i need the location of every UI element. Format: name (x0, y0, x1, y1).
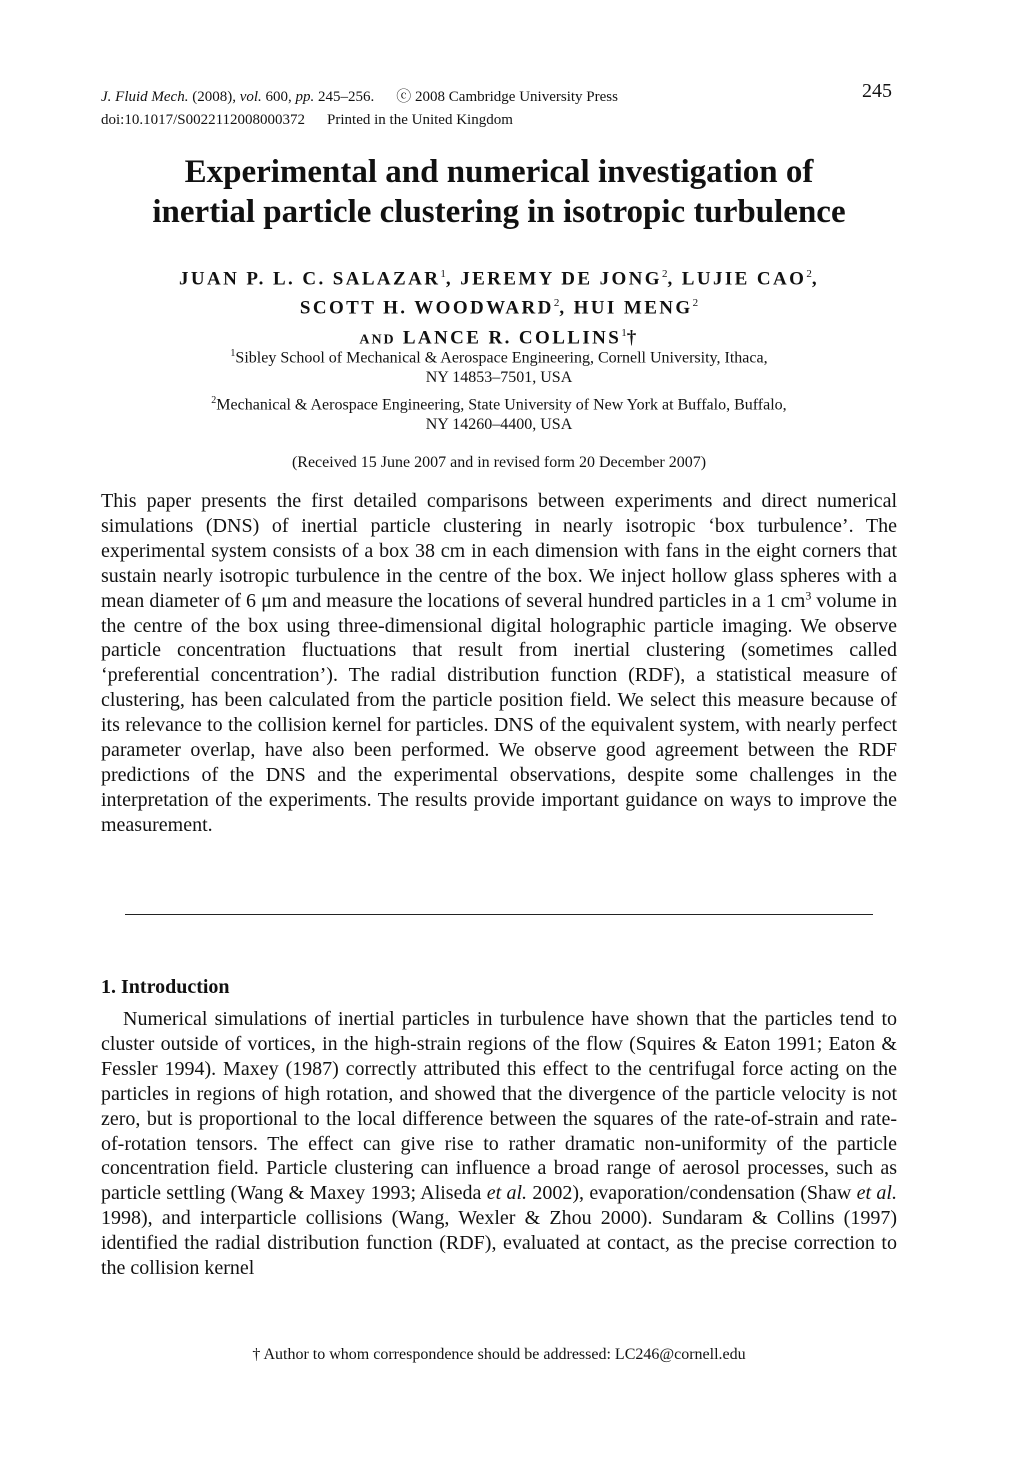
received-dates: (Received 15 June 2007 and in revised form 20 December 2007) (291, 454, 707, 471)
intro-text-1: Numerical simulations of inertial particles in turbulence have shown that the particles tend to cluster outside of vortices, in the high-strain regions of the flow (Squires & Eaton 1991; Eaton & Fessler 1994). Maxey (1987) correctly attributed this effect to the centrifugal force acting on the particles in regions of high rotation, and showed that the divergence of the particle velocity is not zero, but is proportional to the local difference between the squares of the rate-of-strain and rate-of-rotation tensors. The effect can give rise to rather dramatic non-uniformity of the particle concentration field. Particle clustering can influence a broad range of aerosol processes, such as particle settling (Wang & Maxey 1993; Aliseda (101, 1008, 897, 1205)
copyright-notice: ⓒ 2008 Cambridge University Press (396, 89, 618, 105)
corresponding-dagger: † (626, 326, 639, 348)
et-al-italic: et al. (856, 1182, 897, 1205)
pages-label: pp. (295, 89, 315, 105)
affiliation-1-line-1: Sibley School of Mechanical & Aerospace Engineering, Cornell University, Ithaca, (235, 349, 768, 367)
author-salazar: JUAN P. L. C. SALAZAR (179, 268, 441, 290)
intro-text-3: 1998), and interparticle collisions (Wang, Wexler & Zhou 2000). Sundaram & Collins (1997) identified the radial distribution function (RDF), evaluated at contact, as the precise correction to the collision kernel (101, 1207, 897, 1280)
superscript-3: 3 (805, 587, 812, 602)
volume-number: 600, (265, 89, 292, 105)
author-affiliation-mark: 2 (661, 268, 668, 280)
correspondence-footnote: † Author to whom correspondence should be addressed: LC246@cornell.edu (252, 1346, 746, 1363)
affiliation-mark: 1 (230, 348, 236, 359)
doi-line (101, 109, 901, 132)
affiliation-1 (60, 344, 938, 388)
section-heading: 1. Introduction (101, 976, 230, 998)
section-divider (125, 914, 873, 915)
author-cao: LUJIE CAO (681, 268, 807, 290)
author-and: AND (359, 331, 396, 347)
author-affiliation-mark: 1 (440, 268, 446, 280)
introduction-paragraph (101, 1007, 897, 1281)
journal-name: J. Fluid Mech. (101, 89, 189, 105)
title-line-1: Experimental and numerical investigation of (184, 154, 814, 190)
affiliation-2-line-1: Mechanical & Aerospace Engineering, State University of New York at Buffalo, Buffalo, (216, 396, 787, 414)
page-range: 245–256. (318, 89, 375, 105)
abstract-text-2: volume in the centre of the box using three-dimensional digital holographic particle imaging. We observe particle concentration fluctuations that result from inertial clustering (sometimes called ‘preferential concentration’). The radial distribution function (RDF), a statistical measure of clustering, has been calculated from the particle position field. We select this measure because of its relevance to the collision kernel for particles. DNS of the equivalent system, with nearly perfect parameter overlap, have also been performed. We observe good agreement between the RDF predictions of the DNS and the experimental observations, despite some challenges in the interpretation of the experiments. The results provide important guidance on ways to improve the measurement. (101, 589, 897, 836)
doi: doi:10.1017/S0022112008000372 (101, 112, 306, 128)
citation-line (101, 86, 901, 109)
author-affiliation-mark: 2 (692, 297, 699, 310)
author-collins: LANCE R. COLLINS (402, 326, 622, 348)
abstract (101, 489, 897, 838)
author-affiliation-mark: 2 (553, 297, 560, 310)
abstract-text-1: This paper presents the first detailed comparisons between experiments and direct numerical simulations (DNS) of inertial particle clustering in nearly isotropic ‘box turbulence’. The experimental system consists of a box 38 cm in each dimension with fans in the eight corners that sustain nearly isotropic turbulence in the centre of the box. We inject hollow glass spheres with a mean diameter of 6 μm and measure the locations of several hundred particles in a 1 cm (101, 490, 897, 612)
affiliation-2-line-2: NY 14260–4400, USA (425, 416, 573, 434)
affiliation-1-line-2: NY 14853–7501, USA (425, 369, 573, 387)
affiliation-mark: 2 (211, 395, 217, 406)
affiliation-2 (60, 391, 938, 435)
author-affiliation-mark: 2 (806, 268, 812, 280)
page-number: 245 (862, 80, 892, 102)
author-woodward: SCOTT H. WOODWARD (299, 297, 554, 319)
volume-label: vol. (239, 89, 262, 105)
author-de-jong: JEREMY DE JONG (460, 268, 662, 290)
author-affiliation-mark: 1 (621, 326, 627, 339)
printed-in: Printed in the United Kingdom (327, 112, 513, 128)
running-header (101, 86, 901, 132)
et-al-italic: et al. (486, 1182, 528, 1205)
intro-text-2: 2002), evaporation/condensation (Shaw (527, 1182, 857, 1205)
journal-year: (2008), (192, 89, 236, 105)
title-line-2: inertial particle clustering in isotropic turbulence (152, 194, 846, 230)
author-meng: HUI MENG (573, 297, 693, 319)
paper-title (60, 152, 938, 232)
author-list: JUAN P. L. C. SALAZAR$^1$, JEREMY DE JONG$^2$, LUJIE CAO$^2$, SCOTT H. WOODWARD$^2$, HUI MENG$^2$ AND LANCE R. COLLINS$^1$† (179, 268, 819, 348)
